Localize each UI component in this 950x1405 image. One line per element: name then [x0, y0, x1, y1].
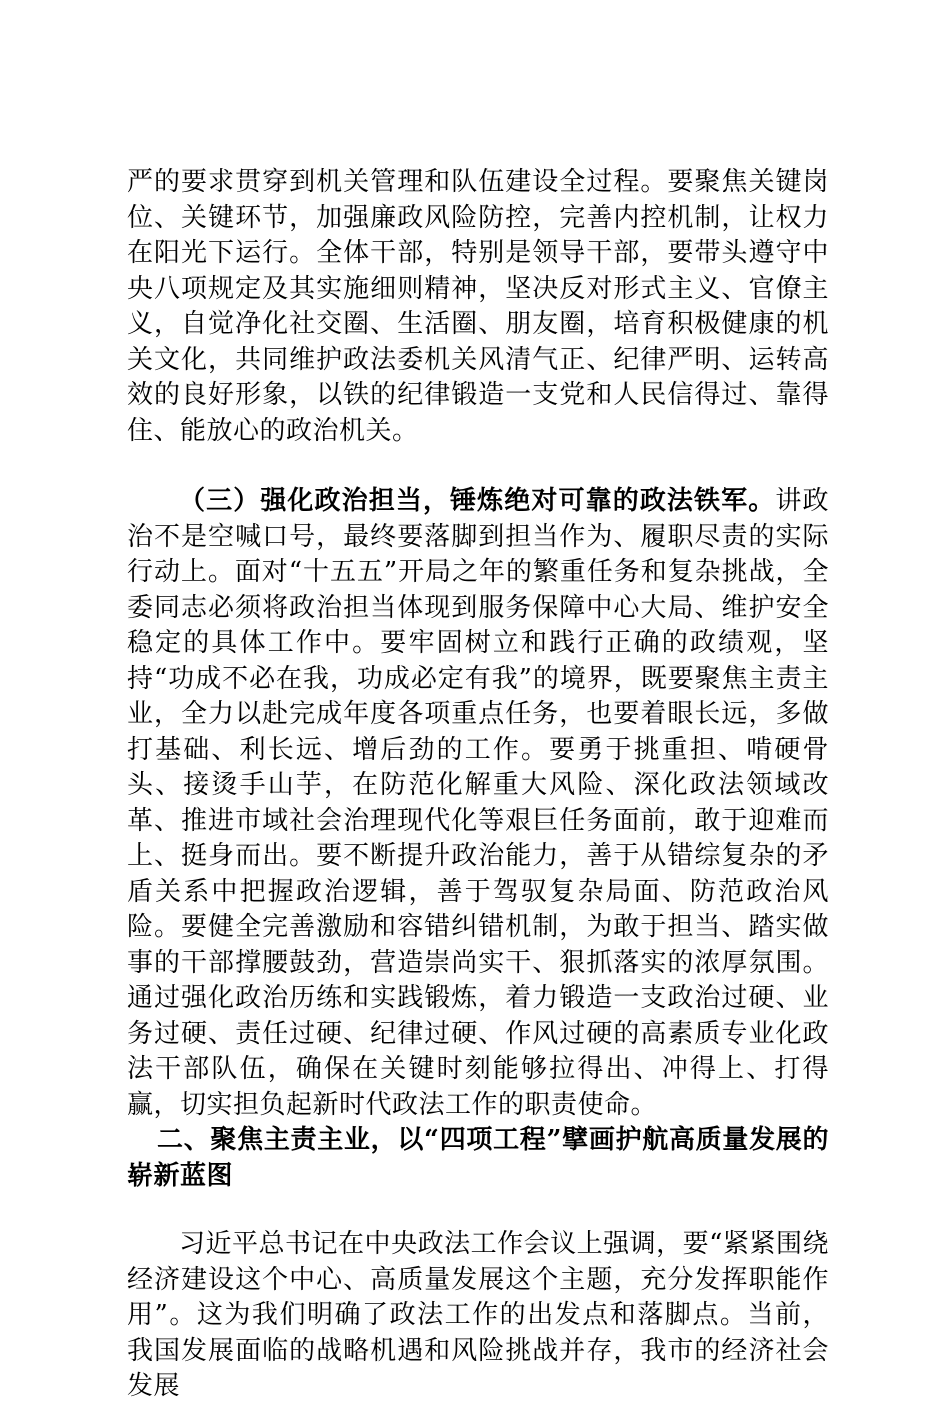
- paragraph-political-responsibility: [127, 484, 829, 1123]
- subsection-heading: （三）强化政治担当，锤炼绝对可靠的政法铁军。: [179, 486, 776, 516]
- paragraph-discipline: 严的要求贯穿到机关管理和队伍建设全过程。要聚焦关键岗位、关键环节，加强廉政风险防控，完善内控机制，让权力在阳光下运行。全体干部，特别是领导干部，要带头遵守中央八项规定及其实施细则精神，坚决反对形式主义、官僚主义，自觉净化社交圈、生活圈、朋友圈，培育积极健康的机关文化，共同维护政法委机关风清气正、纪律严明、运转高效的良好形象，以铁的纪律锻造一支党和人民信得过、靠得住、能放心的政治机关。: [127, 167, 829, 446]
- paragraph-body: 讲政治不是空喊口号，最终要落脚到担当作为、履职尽责的实际行动上。面对“十五五”开局之年的繁重任务和复杂挑战，全委同志必须将政治担当体现到服务保障中心大局、维护安全稳定的具体工作中。要牢固树立和践行正确的政绩观，坚持“功成不必在我，功成必定有我”的境界，既要聚焦主责主业，全力以赴完成年度各项重点任务，也要着眼长远，多做打基础、利长远、增后劲的工作。要勇于挑重担、啃硬骨头、接烫手山芋，在防范化解重大风险、深化政法领域改革、推进市域社会治理现代化等艰巨任务面前，敢于迎难而上、挺身而出。要不断提升政治能力，善于从错综复杂的矛盾关系中把握政治逻辑，善于驾驭复杂局面、防范政治风险。要健全完善激励和容错纠错机制，为敢于担当、踏实做事的干部撑腰鼓劲，营造崇尚实干、狠抓落实的浓厚氛围。通过强化政治历练和实践锻炼，着力锻造一支政治过硬、业务过硬、责任过硬、纪律过硬、作风过硬的高素质专业化政法干部队伍，确保在关键时刻能够拉得出、冲得上、打得赢，切实担负起新时代政法工作的职责使命。: [127, 486, 829, 1120]
- paragraph-section-intro: 习近平总书记在中央政法工作会议上强调，要“紧紧围绕经济建设这个中心、高质量发展这个主题，充分发挥职能作用”。这为我们明确了政法工作的出发点和落脚点。当前，我国发展面临的战略机遇和风险挑战并存，我市的经济社会发展: [127, 1229, 829, 1401]
- document-page: [127, 165, 829, 1405]
- section-heading: 二、聚焦主责主业，以“四项工程”擘画护航高质量发展的崭新蓝图: [127, 1125, 829, 1191]
